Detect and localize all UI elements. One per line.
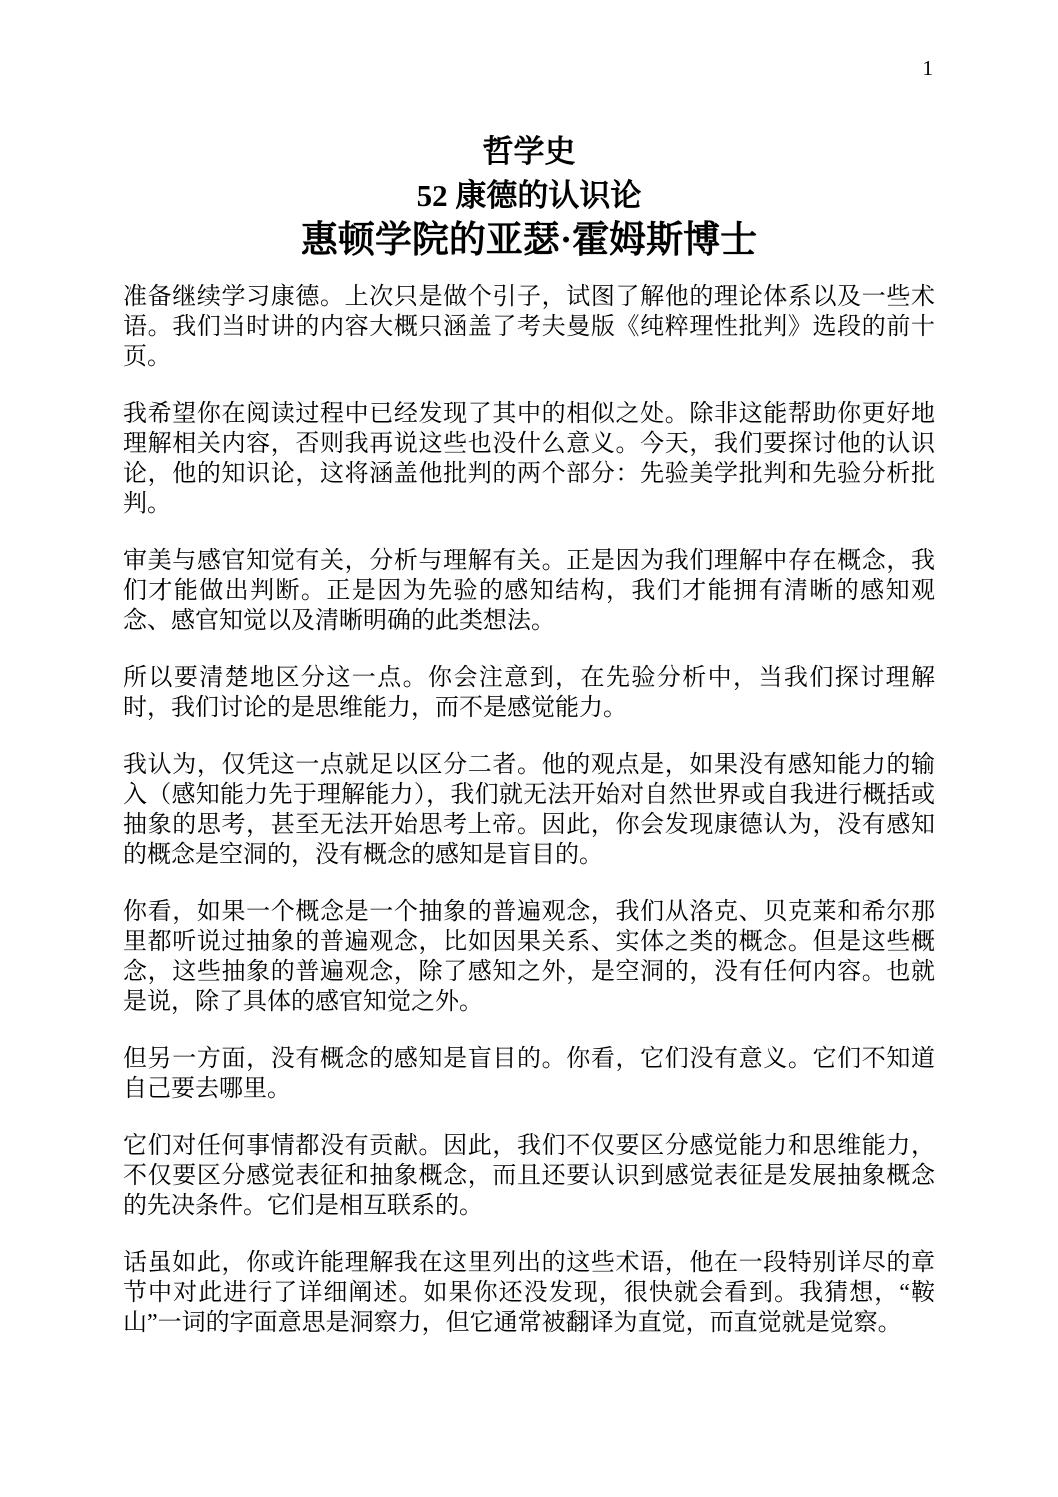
paragraph-8: 它们对任何事情都没有贡献。因此，我们不仅要区分感觉能力和思维能力，不仅要区分感觉表征和抽象概念，而且还要认识到感觉表征是发展抽象概念的先决条件。它们是相互联系的。 (123, 1133, 935, 1219)
document-body (123, 282, 935, 1338)
paragraph-6: 你看，如果一个概念是一个抽象的普遍观念，我们从洛克、贝克莱和希尔那里都听说过抽象的普遍观念，比如因果关系、实体之类的概念。但是这些概念，这些抽象的普遍观念，除了感知之外，是空洞的，没有任何内容。也就是说，除了具体的感官知觉之外。 (123, 899, 935, 1015)
paragraph-4: 所以要清楚地区分这一点。你会注意到，在先验分析中，当我们探讨理解时，我们讨论的是思维能力，而不是感觉能力。 (123, 665, 935, 721)
doc-author-line: 惠顿学院的亚瑟·霍姆斯博士 (300, 220, 758, 261)
paragraph-1: 准备继续学习康德。上次只是做个引子，试图了解他的理论体系以及一些术语。我们当时讲的内容大概只涵盖了考夫曼版《纯粹理性批判》选段的前十页。 (123, 284, 935, 370)
doc-title: 哲学史 (482, 134, 576, 169)
document-header (0, 0, 1058, 264)
page-number: 1 (922, 56, 933, 80)
paragraph-3: 审美与感官知觉有关，分析与理解有关。正是因为我们理解中存在概念，我们才能做出判断。正是因为先验的感知结构，我们才能拥有清晰的感知观念、感官知觉以及清晰明确的此类想法。 (123, 548, 935, 634)
paragraph-9: 话虽如此，你或许能理解我在这里列出的这些术语，他在一段特别详尽的章节中对此进行了详细阐述。如果你还没发现，很快就会看到。我猜想，“鞍山”一词的字面意思是洞察力，但它通常被翻译为直觉，而直觉就是觉察。 (123, 1250, 935, 1336)
paragraph-2: 我希望你在阅读过程中已经发现了其中的相似之处。除非这能帮助你更好地理解相关内容，否则我再说这些也没什么意义。今天，我们要探讨他的认识论，他的知识论，这将涵盖他批判的两个部分：先验美学批判和先验分析批判。 (123, 401, 935, 517)
paragraph-7: 但另一方面，没有概念的感知是盲目的。你看，它们没有意义。它们不知道自己要去哪里。 (123, 1046, 935, 1102)
paragraph-5: 我认为，仅凭这一点就足以区分二者。他的观点是，如果没有感知能力的输入（感知能力先于理解能力），我们就无法开始对自然世界或自我进行概括或抽象的思考，甚至无法开始思考上帝。因此，你会发现康德认为，没有感知的概念是空洞的，没有概念的感知是盲目的。 (123, 752, 935, 868)
doc-subtitle-lecture-number: 52 康德的认识论 (416, 178, 642, 213)
